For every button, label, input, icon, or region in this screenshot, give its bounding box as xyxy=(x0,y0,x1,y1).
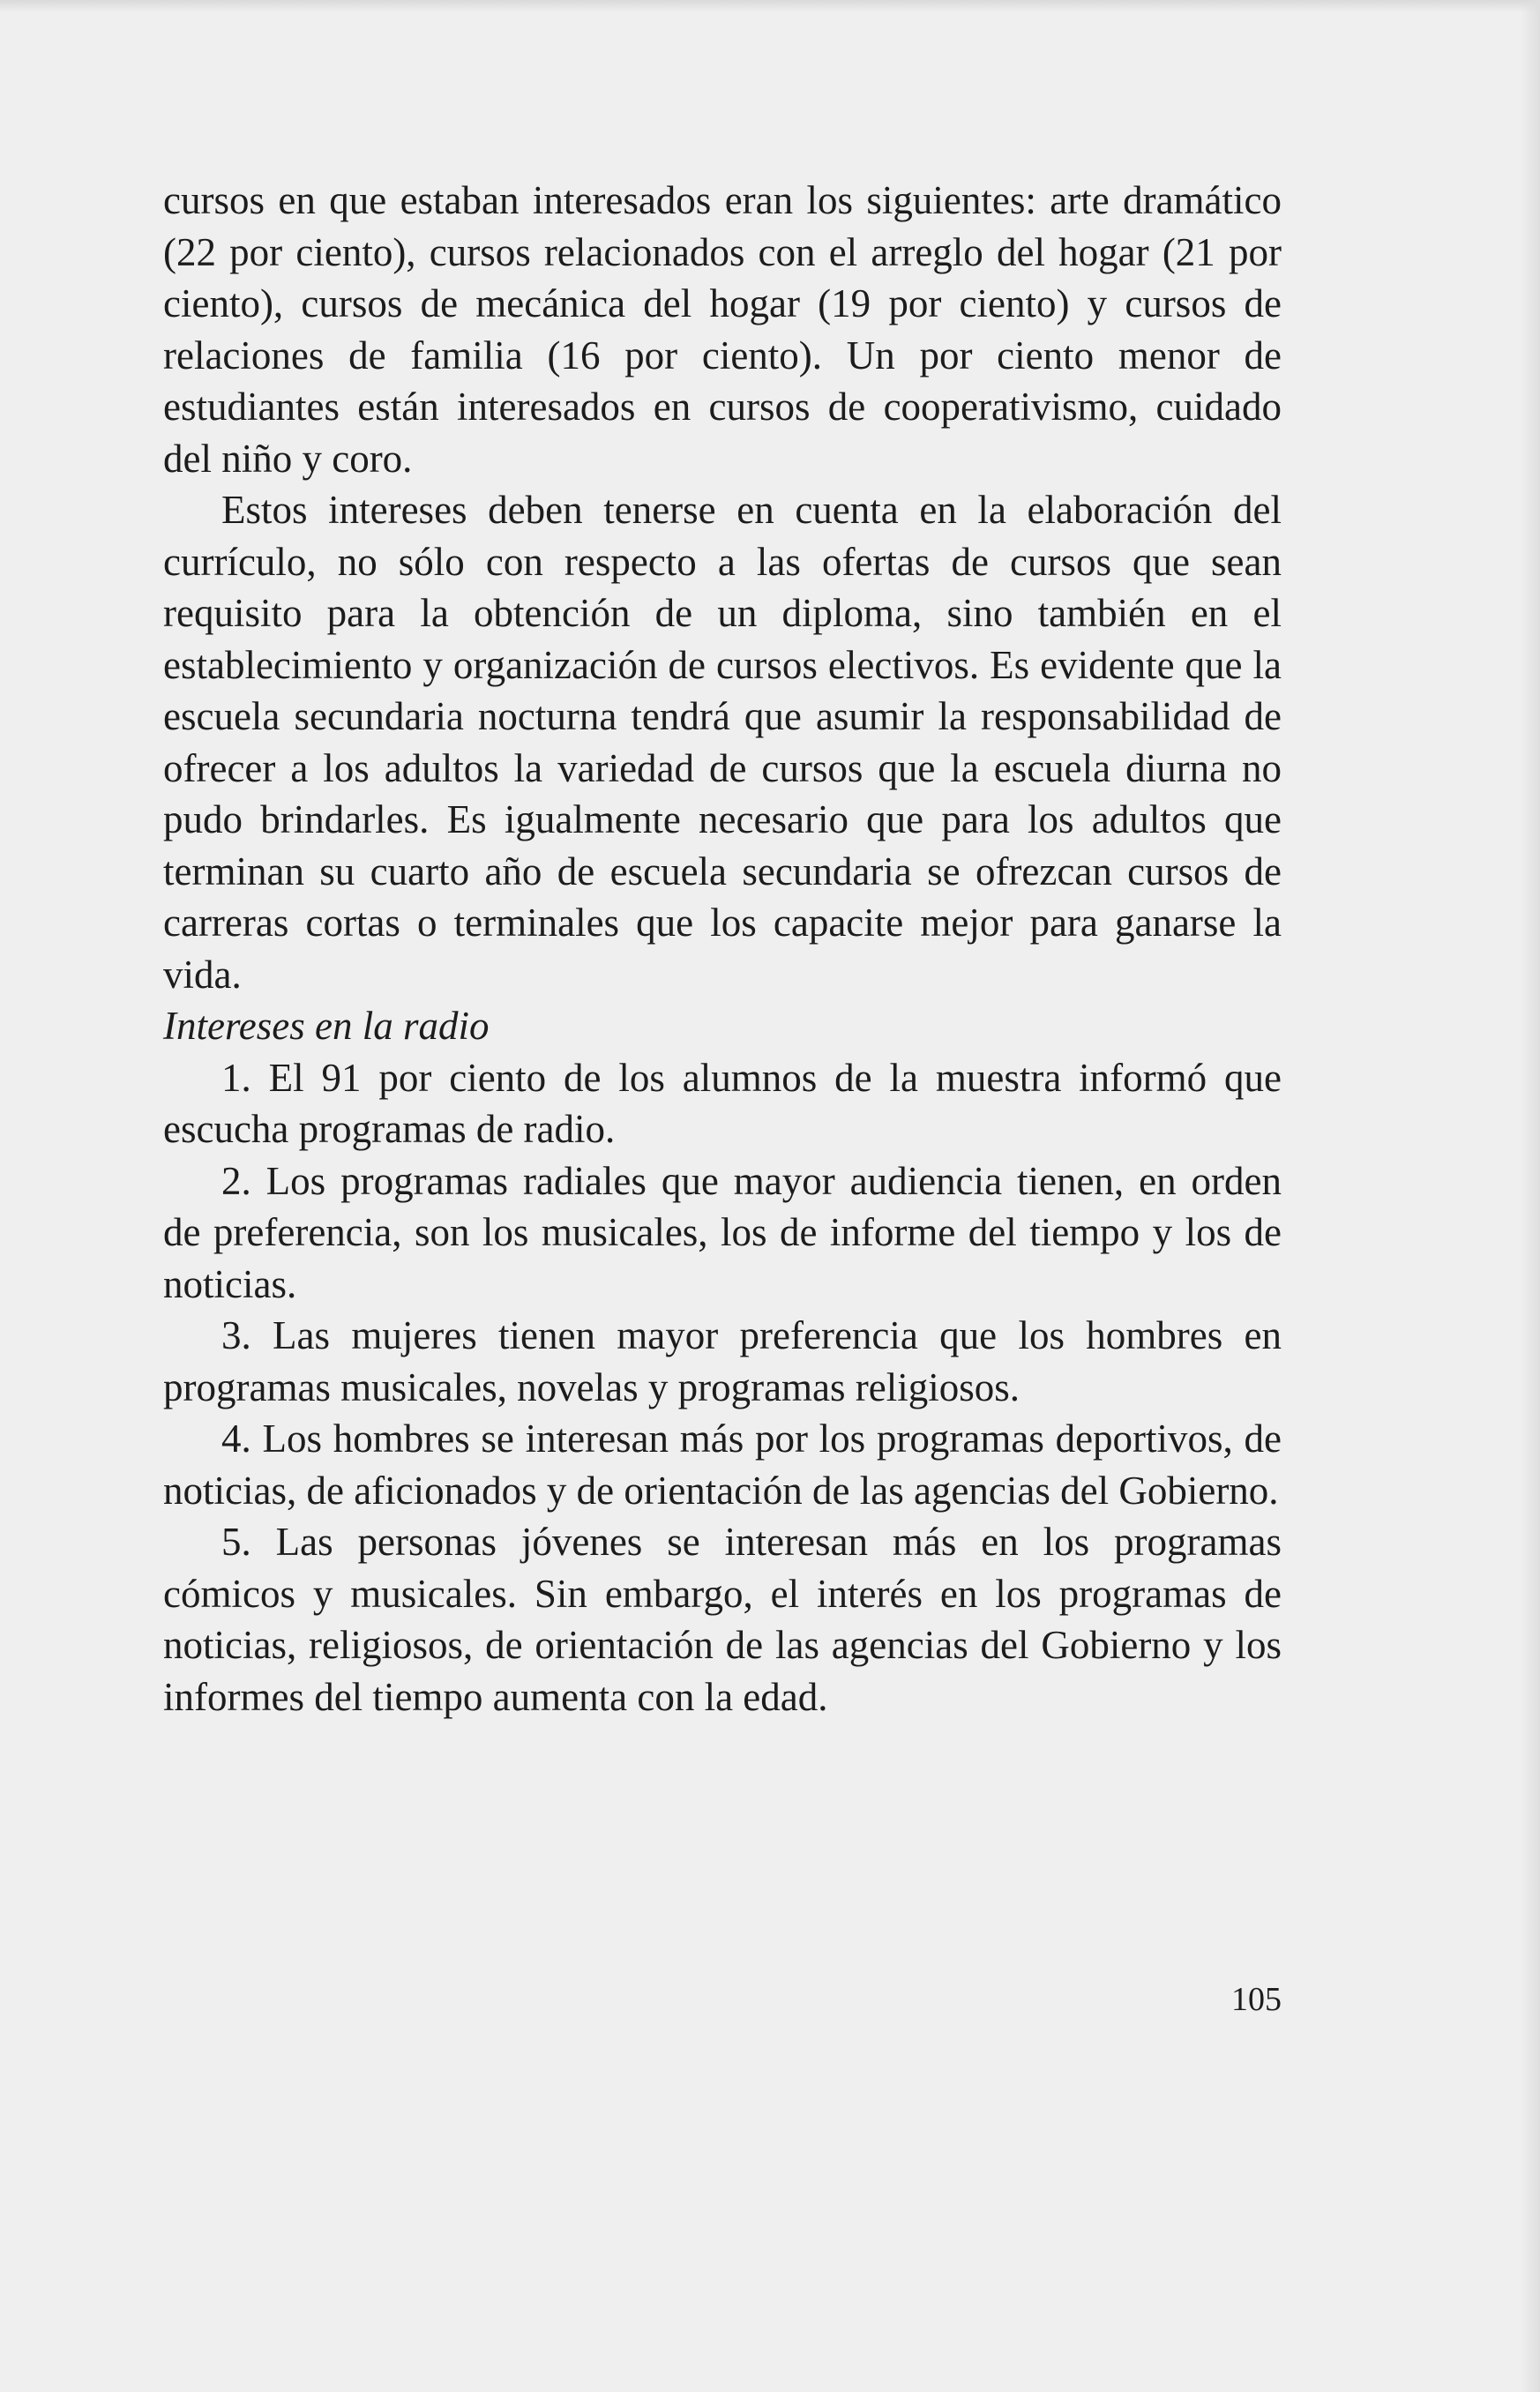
paragraph-continuation: cursos en que estaban interesados eran los siguientes: arte dramático (22 por ciento), cursos relacionados con el arreglo del hogar (21 por ciento), cursos de mecánica del hogar (19 por ciento) y cursos de relaciones de familia (16 por ciento). Un por ciento menor de estudiantes están interesados en cursos de cooperativismo, cuidado del niño y coro. xyxy=(163,178,1282,481)
list-item: 3. Las mujeres tienen mayor preferencia que los hombres en programas musicales, novelas y programas religiosos. xyxy=(163,1313,1282,1409)
list-item: 1. El 91 por ciento de los alumnos de la muestra informó que escucha programas de radio. xyxy=(163,1055,1282,1151)
paragraph-curriculum: Estos intereses deben tenerse en cuenta en la elaboración del currículo, no sólo con respecto a las ofertas de cursos que sean requisito para la obtención de un diploma, sino también en el establecimiento y organización de cursos electivos. Es evidente que la escuela secundaria nocturna tendrá que asumir la responsabilidad de ofrecer a los adultos la variedad de cursos que la escuela diurna no pudo brindarles. Es igualmente necesario que para los adultos que terminan su cuarto año de escuela secundaria se ofrezcan cursos de carreras cortas o terminales que los capacite mejor para ganarse la vida. xyxy=(163,488,1282,997)
page-text-block xyxy=(163,175,1282,1723)
page-right-edge-shadow xyxy=(1521,0,1540,2392)
list-item: 2. Los programas radiales que mayor audiencia tienen, en orden de preferencia, son los musicales, los de informe del tiempo y los de noticias. xyxy=(163,1158,1282,1306)
section-heading: Intereses en la radio xyxy=(163,1004,490,1048)
page-number: 105 xyxy=(1231,1981,1282,2018)
list-item: 5. Las personas jóvenes se interesan más en los programas cómicos y musicales. Sin embargo, el interés en los programas de noticias, religiosos, de orientación de las agencias del Gobierno y los informes del tiempo aumenta con la edad. xyxy=(163,1520,1282,1719)
list-item: 4. Los hombres se interesan más por los programas deportivos, de noticias, de aficionados y de orientación de las agencias del Gobierno. xyxy=(163,1417,1282,1513)
page-top-edge-shadow xyxy=(0,0,1540,12)
